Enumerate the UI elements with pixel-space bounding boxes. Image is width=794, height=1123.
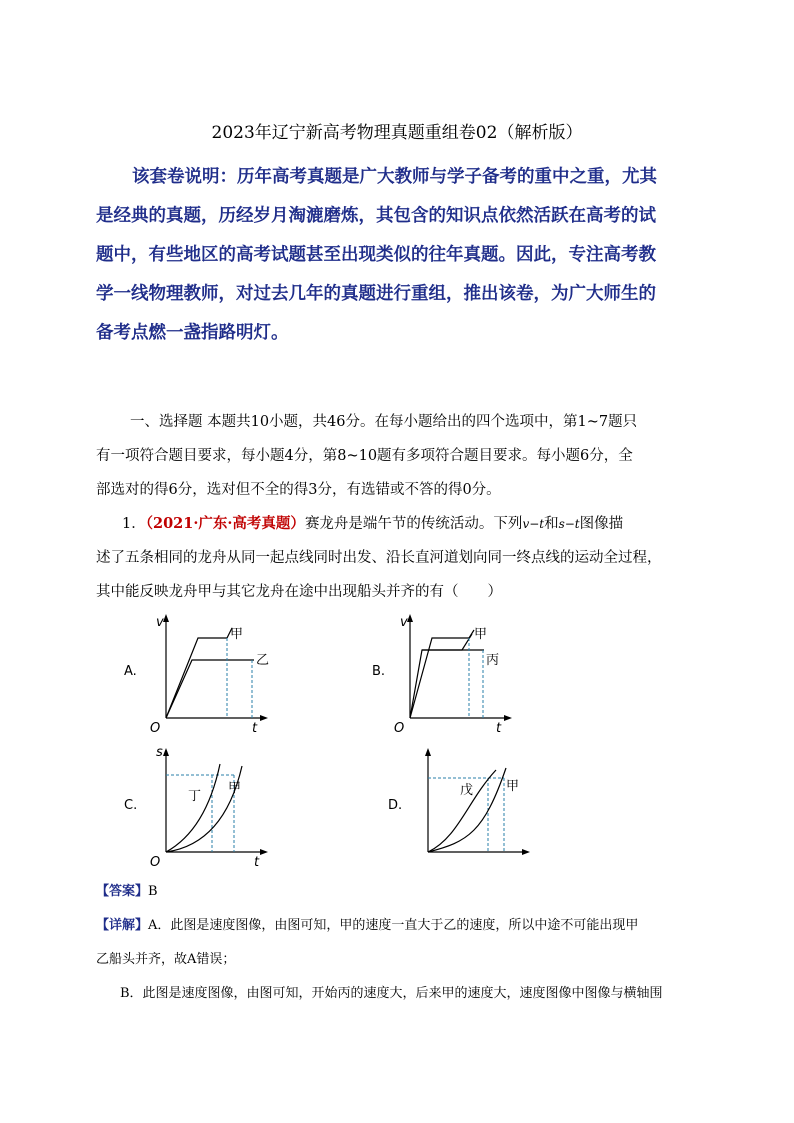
answer-line bbox=[96, 880, 158, 899]
vt-symbol: v−t bbox=[522, 517, 545, 531]
curve-label: 甲 bbox=[228, 781, 242, 796]
answer-tag: 【答案】 bbox=[96, 884, 149, 899]
explanation-line: 【详解】A．此图是速度图像，由图可知，甲的速度一直大于乙的速度，所以中途不可能出现甲 bbox=[96, 918, 639, 933]
origin-label: O bbox=[150, 721, 161, 733]
curve-label: 戊 bbox=[460, 783, 474, 798]
origin-label: O bbox=[150, 855, 161, 867]
explanation-tag: 【详解】 bbox=[96, 918, 149, 933]
explanation-line: 乙船头并齐，故A错误； bbox=[96, 952, 236, 967]
intro-line: 学一线物理教师，对过去几年的真题进行重组，推出该卷，为广大师生的 bbox=[96, 284, 656, 304]
question-text: 赛龙舟是端午节的传统活动。下列 bbox=[304, 516, 523, 532]
explanation-line: B．此图是速度图像，由图可知，开始丙的速度大，后来甲的速度大，速度图像中图像与横轴围 bbox=[120, 986, 663, 1001]
page-title: 2023年辽宁新高考物理真题重组卷02（解析版） bbox=[211, 123, 583, 143]
option-b-graph bbox=[392, 608, 517, 733]
option-a-graph bbox=[148, 608, 273, 733]
x-axis-label: t bbox=[254, 855, 260, 867]
intro-line: 备考点燃一盏指路明灯。 bbox=[96, 323, 289, 343]
curve-label: 丙 bbox=[486, 653, 500, 668]
intro-line: 该套卷说明：历年高考真题是广大教师与学子备考的重中之重，尤其 bbox=[132, 167, 657, 187]
option-a-label[interactable]: A. bbox=[124, 664, 137, 679]
curve-label: 甲 bbox=[230, 627, 244, 642]
section-line: 一、选择题 本题共10小题，共46分。在每小题给出的四个选项中，第1~7题只 bbox=[130, 414, 638, 430]
x-axis-label: t bbox=[252, 721, 258, 733]
option-b-label[interactable]: B. bbox=[372, 664, 386, 679]
question-source: （2021·广东·高考真题） bbox=[145, 515, 305, 532]
curve-label: 丁 bbox=[188, 789, 202, 804]
y-axis-label: v bbox=[156, 615, 164, 630]
option-c-graph bbox=[148, 742, 273, 867]
option-d-graph bbox=[410, 742, 535, 867]
answer-value: B bbox=[148, 884, 158, 899]
question-text: 述了五条相同的龙舟从同一起点线同时出发、沿长直河道划向同一终点线的运动全过程， bbox=[96, 550, 662, 566]
curve-label: 甲 bbox=[474, 627, 488, 642]
curve-label: 甲 bbox=[506, 779, 520, 794]
y-axis-label: s bbox=[156, 745, 163, 760]
section-line: 部选对的得6分，选对但不全的得3分，有选错或不答的得0分。 bbox=[96, 482, 501, 498]
option-d-label[interactable]: D. bbox=[388, 798, 403, 813]
question-text: 其中能反映龙舟甲与其它龙舟在途中出现船头并齐的有（ ） bbox=[96, 584, 502, 600]
y-axis-label: v bbox=[400, 615, 408, 630]
section-line: 有一项符合题目要求，每小题4分，第8~10题有多项符合题目要求。每小题6分，全 bbox=[96, 448, 633, 464]
option-c-label[interactable]: C. bbox=[124, 798, 138, 813]
intro-line: 是经典的真题，历经岁月淘漉磨炼，其包含的知识点依然活跃在高考的试 bbox=[96, 206, 656, 226]
curve-label: 乙 bbox=[256, 653, 270, 668]
st-symbol: s−t bbox=[558, 517, 580, 531]
question-number: 1． bbox=[122, 516, 146, 532]
x-axis-label: t bbox=[496, 721, 502, 733]
origin-label: O bbox=[394, 721, 405, 733]
intro-line: 题中，有些地区的高考试题甚至出现类似的往年真题。因此，专注高考教 bbox=[96, 245, 656, 265]
